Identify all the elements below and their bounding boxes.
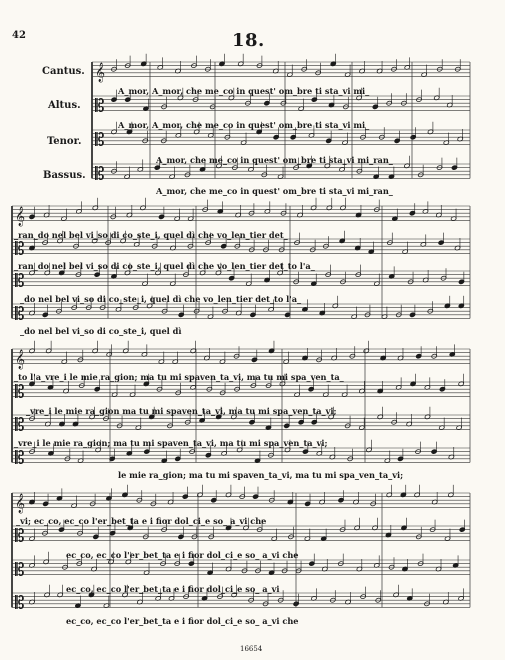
treble-clef: 𝄞 [15, 493, 26, 514]
voice-label-cantus: Cantus. [42, 66, 85, 77]
treble-clef: 𝄞 [95, 62, 106, 83]
c-clef: 𝄡 [15, 415, 25, 436]
plate-number: 16654 [240, 645, 263, 653]
c-clef: 𝄡 [15, 560, 25, 581]
lyric-s1-tenor: A_mor, che me_co in quest' om_bre ti sta_vi mi_ran_ [156, 155, 393, 165]
c-clef: 𝄡 [15, 448, 25, 469]
c-clef: 𝄡 [15, 593, 25, 614]
c-clef: 𝄡 [15, 239, 25, 260]
c-clef: 𝄡 [15, 382, 25, 403]
lyric-s4-cantus: _vi; ec_co, ec_co l'er_bet_ta e i fior dol_ci_e so_ a_vi che [16, 516, 267, 526]
treble-clef: 𝄞 [15, 349, 26, 370]
lyric-s2-tenor: _do nel bel vi_so di co_ste_i, quel dì che vo_len_tier det_to l'a_ [20, 294, 302, 304]
lyric-s4-altus: ec_co, ec_co l'er_bet_ta e i fior dol_ci_e so_ a_vi che [66, 550, 299, 560]
lyric-s1-bassus: A_mor, che me_co in quest' om_bre ti sta_vi mi_ran_ [156, 186, 393, 196]
lyric-s2-bassus: _do nel bel vi_so di co_ste_i, quel dì [20, 326, 182, 336]
c-clef: 𝄡 [15, 526, 25, 547]
lyric-s1-altus: A_mor, A_mor, che me_co in quest' om_bre ti sta_vi mi_ [118, 120, 370, 130]
lyric-s2-cantus: _ran_do nel bel vi_so di co_ste_i, quel dì che vo_len_tier det_ [14, 230, 288, 240]
c-clef: 𝄡 [95, 164, 105, 185]
lyric-s1-cantus: A_mor, A_mor, che me_co in quest' om_bre ti sta_vi mi_ [118, 86, 370, 96]
lyric-s2-altus: _ran_do nel bel vi_so di co_ste_i, quel dì che vo_len_tier det_to l'a_ [14, 261, 315, 271]
voice-label-bassus: Bassus. [43, 170, 86, 181]
c-clef: 𝄡 [15, 304, 25, 325]
lyric-s3-bassus: le mie ra_gion; ma tu mi spaven_ta_vi, ma tu mi spa_ven_ta_vi; [118, 470, 404, 480]
lyric-s4-bassus: ec_co, ec_co l'er_bet_ta e i fior dol_ci_e so_ a_vi che [66, 616, 299, 626]
piece-number: 18. [232, 30, 265, 51]
voice-label-tenor: Tenor. [47, 136, 82, 147]
voice-label-altus: Altus. [48, 100, 81, 111]
treble-clef: 𝄞 [15, 206, 26, 227]
lyric-s3-cantus: _to l'a_vre_i le mie ra_gion; ma tu mi spaven_ta_vi, ma tu mi spa_ven_ta_ [14, 372, 344, 382]
lyric-s4-tenor: ec_co, ec_co l'er_bet_ta e i fior dol_ci_e so_ a_vi [66, 584, 280, 594]
c-clef: 𝄡 [95, 130, 105, 151]
lyric-s3-altus: _vre_i le mie ra_gion ma tu mi spaven_ta_vi, ma tu mi spa_ven_ta_vi; [26, 406, 337, 416]
page-number: 42 [12, 30, 26, 41]
lyric-s3-tenor: _vre_i le mie ra_gion; ma tu mi spaven_ta_vi, ma tu mi spa_ven_ta_vi; [14, 438, 328, 448]
c-clef: 𝄡 [15, 271, 25, 292]
c-clef: 𝄡 [95, 96, 105, 117]
